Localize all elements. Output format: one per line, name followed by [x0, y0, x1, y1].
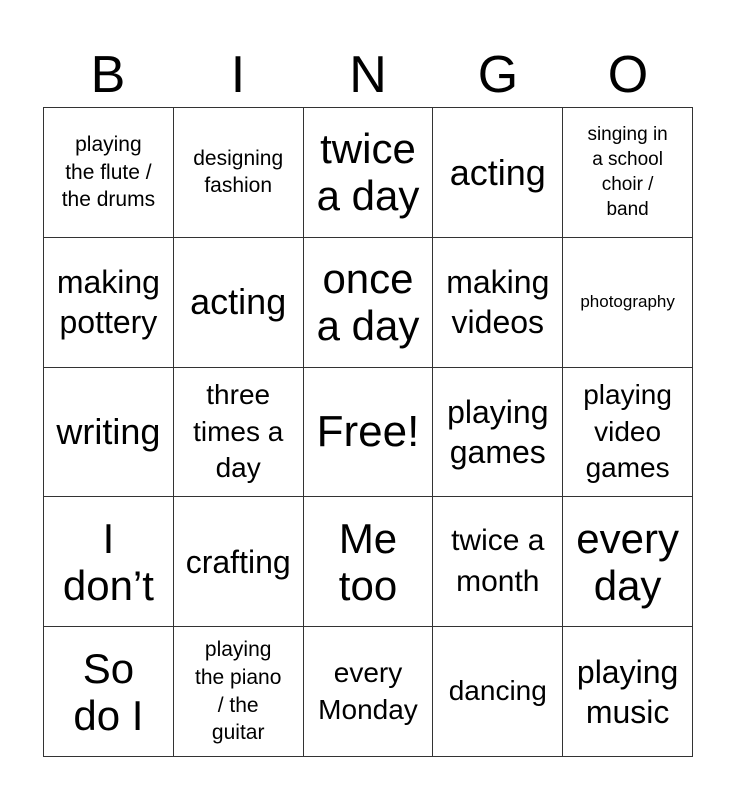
cell-text: playing the flute / the drums — [61, 132, 156, 212]
bingo-cell-24[interactable] — [433, 627, 563, 757]
cell-text: acting — [449, 151, 546, 193]
bingo-cell-20[interactable] — [563, 497, 693, 627]
bingo-cell-4[interactable] — [433, 108, 563, 238]
cell-text: acting — [190, 281, 287, 323]
bingo-cell-16[interactable] — [44, 497, 174, 627]
cell-text: Me too — [338, 514, 398, 609]
cell-text: playing music — [576, 653, 679, 730]
bingo-cell-7[interactable] — [174, 238, 304, 368]
bingo-cell-23[interactable] — [304, 627, 434, 757]
bingo-cell-17[interactable] — [174, 497, 304, 627]
bingo-cell-11[interactable] — [44, 368, 174, 498]
cell-text: designing fashion — [193, 146, 284, 198]
bingo-cell-25[interactable] — [563, 627, 693, 757]
cell-text: I don’t — [62, 514, 154, 609]
cell-text: writing — [56, 411, 161, 453]
bingo-cell-6[interactable] — [44, 238, 174, 368]
bingo-cell-5[interactable] — [563, 108, 693, 238]
bingo-cell-14[interactable] — [433, 368, 563, 498]
cell-text: Free! — [316, 406, 420, 456]
cell-text: dancing — [448, 675, 547, 707]
cell-text: making pottery — [56, 264, 160, 341]
bingo-cell-10[interactable] — [563, 238, 693, 368]
header-letter-o: O — [607, 46, 649, 104]
bingo-cell-19[interactable] — [433, 497, 563, 627]
cell-text: photography — [580, 292, 675, 312]
cell-text: So do I — [73, 644, 144, 739]
cell-text: once a day — [316, 255, 420, 350]
cell-text: three times a day — [193, 379, 284, 484]
bingo-cell-2[interactable] — [174, 108, 304, 238]
bingo-header — [43, 44, 693, 106]
cell-text: every day — [576, 514, 679, 609]
cell-text: playing the piano / the guitar — [194, 638, 282, 745]
cell-text: making videos — [446, 264, 550, 341]
bingo-cell-free[interactable] — [304, 368, 434, 498]
header-letter-g: G — [477, 46, 519, 104]
cell-text: playing games — [447, 393, 549, 470]
cell-text: twice a month — [451, 524, 545, 598]
cell-text: twice a day — [316, 125, 420, 220]
header-letter-i: I — [230, 46, 246, 104]
bingo-board — [43, 107, 693, 757]
bingo-cell-21[interactable] — [44, 627, 174, 757]
bingo-cell-18[interactable] — [304, 497, 434, 627]
header-letter-n: N — [349, 46, 387, 104]
cell-text: every Monday — [318, 657, 418, 725]
bingo-cell-1[interactable] — [44, 108, 174, 238]
bingo-cell-12[interactable] — [174, 368, 304, 498]
bingo-cell-15[interactable] — [563, 368, 693, 498]
bingo-cell-22[interactable] — [174, 627, 304, 757]
bingo-cell-3[interactable] — [304, 108, 434, 238]
cell-text: singing in a school choir / band — [587, 124, 668, 221]
cell-text: crafting — [185, 543, 291, 580]
bingo-cell-8[interactable] — [304, 238, 434, 368]
bingo-cell-9[interactable] — [433, 238, 563, 368]
cell-text: playing video games — [583, 379, 672, 484]
header-letter-b: B — [90, 46, 126, 104]
